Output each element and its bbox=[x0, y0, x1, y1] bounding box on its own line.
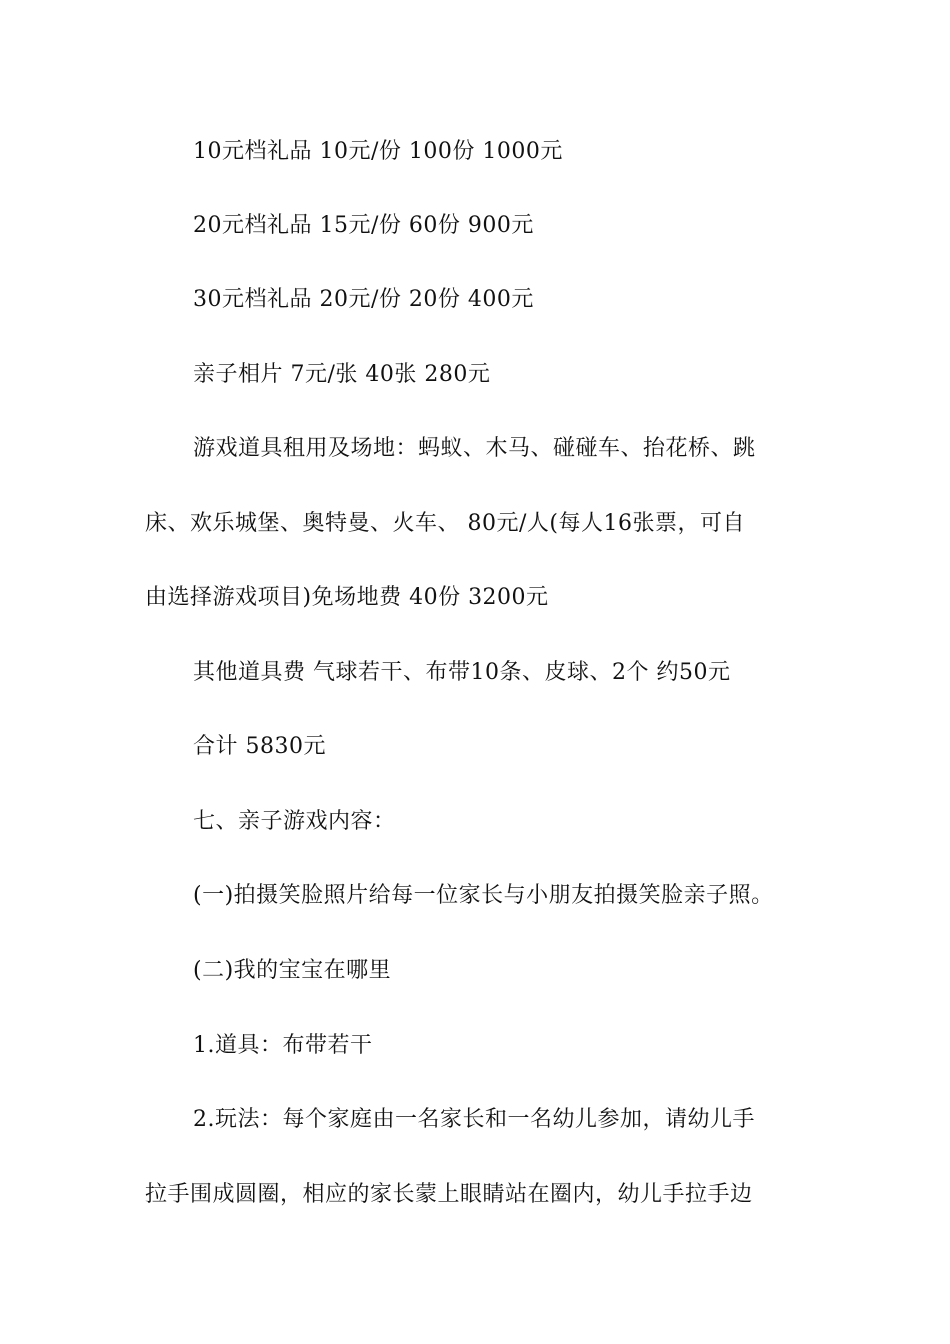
photo-cost-line: 亲子相片 7元/张 40张 280元 bbox=[193, 362, 491, 387]
total-line: 合计 5830元 bbox=[193, 734, 326, 759]
item-one-line: (一)拍摄笑脸照片给每一位家长与小朋友拍摄笑脸亲子照。 bbox=[193, 883, 774, 908]
game-props-line-3: 由选择游戏项目)免场地费 40份 3200元 bbox=[145, 585, 549, 610]
gift-10-line: 10元档礼品 10元/份 100份 1000元 bbox=[193, 139, 563, 164]
gift-30-line: 30元档礼品 20元/份 20份 400元 bbox=[193, 287, 534, 312]
section-heading: 七、亲子游戏内容： bbox=[193, 809, 396, 834]
gift-20-line: 20元档礼品 15元/份 60份 900元 bbox=[193, 213, 534, 238]
props-line: 1.道具：布带若干 bbox=[193, 1033, 373, 1058]
game-props-line-1: 游戏道具租用及场地：蚂蚁、木马、碰碰车、抬花桥、跳 bbox=[193, 436, 756, 461]
game-props-line-2: 床、欢乐城堡、奥特曼、火车、 80元/人(每人16张票，可自 bbox=[145, 511, 745, 536]
other-props-line: 其他道具费 气球若干、布带10条、皮球、2个 约50元 bbox=[193, 660, 731, 685]
rules-line-2: 拉手围成圆圈，相应的家长蒙上眼睛站在圈内，幼儿手拉手边 bbox=[145, 1182, 753, 1207]
rules-line-1: 2.玩法：每个家庭由一名家长和一名幼儿参加，请幼儿手 bbox=[193, 1107, 755, 1132]
item-two-heading: (二)我的宝宝在哪里 bbox=[193, 958, 392, 983]
